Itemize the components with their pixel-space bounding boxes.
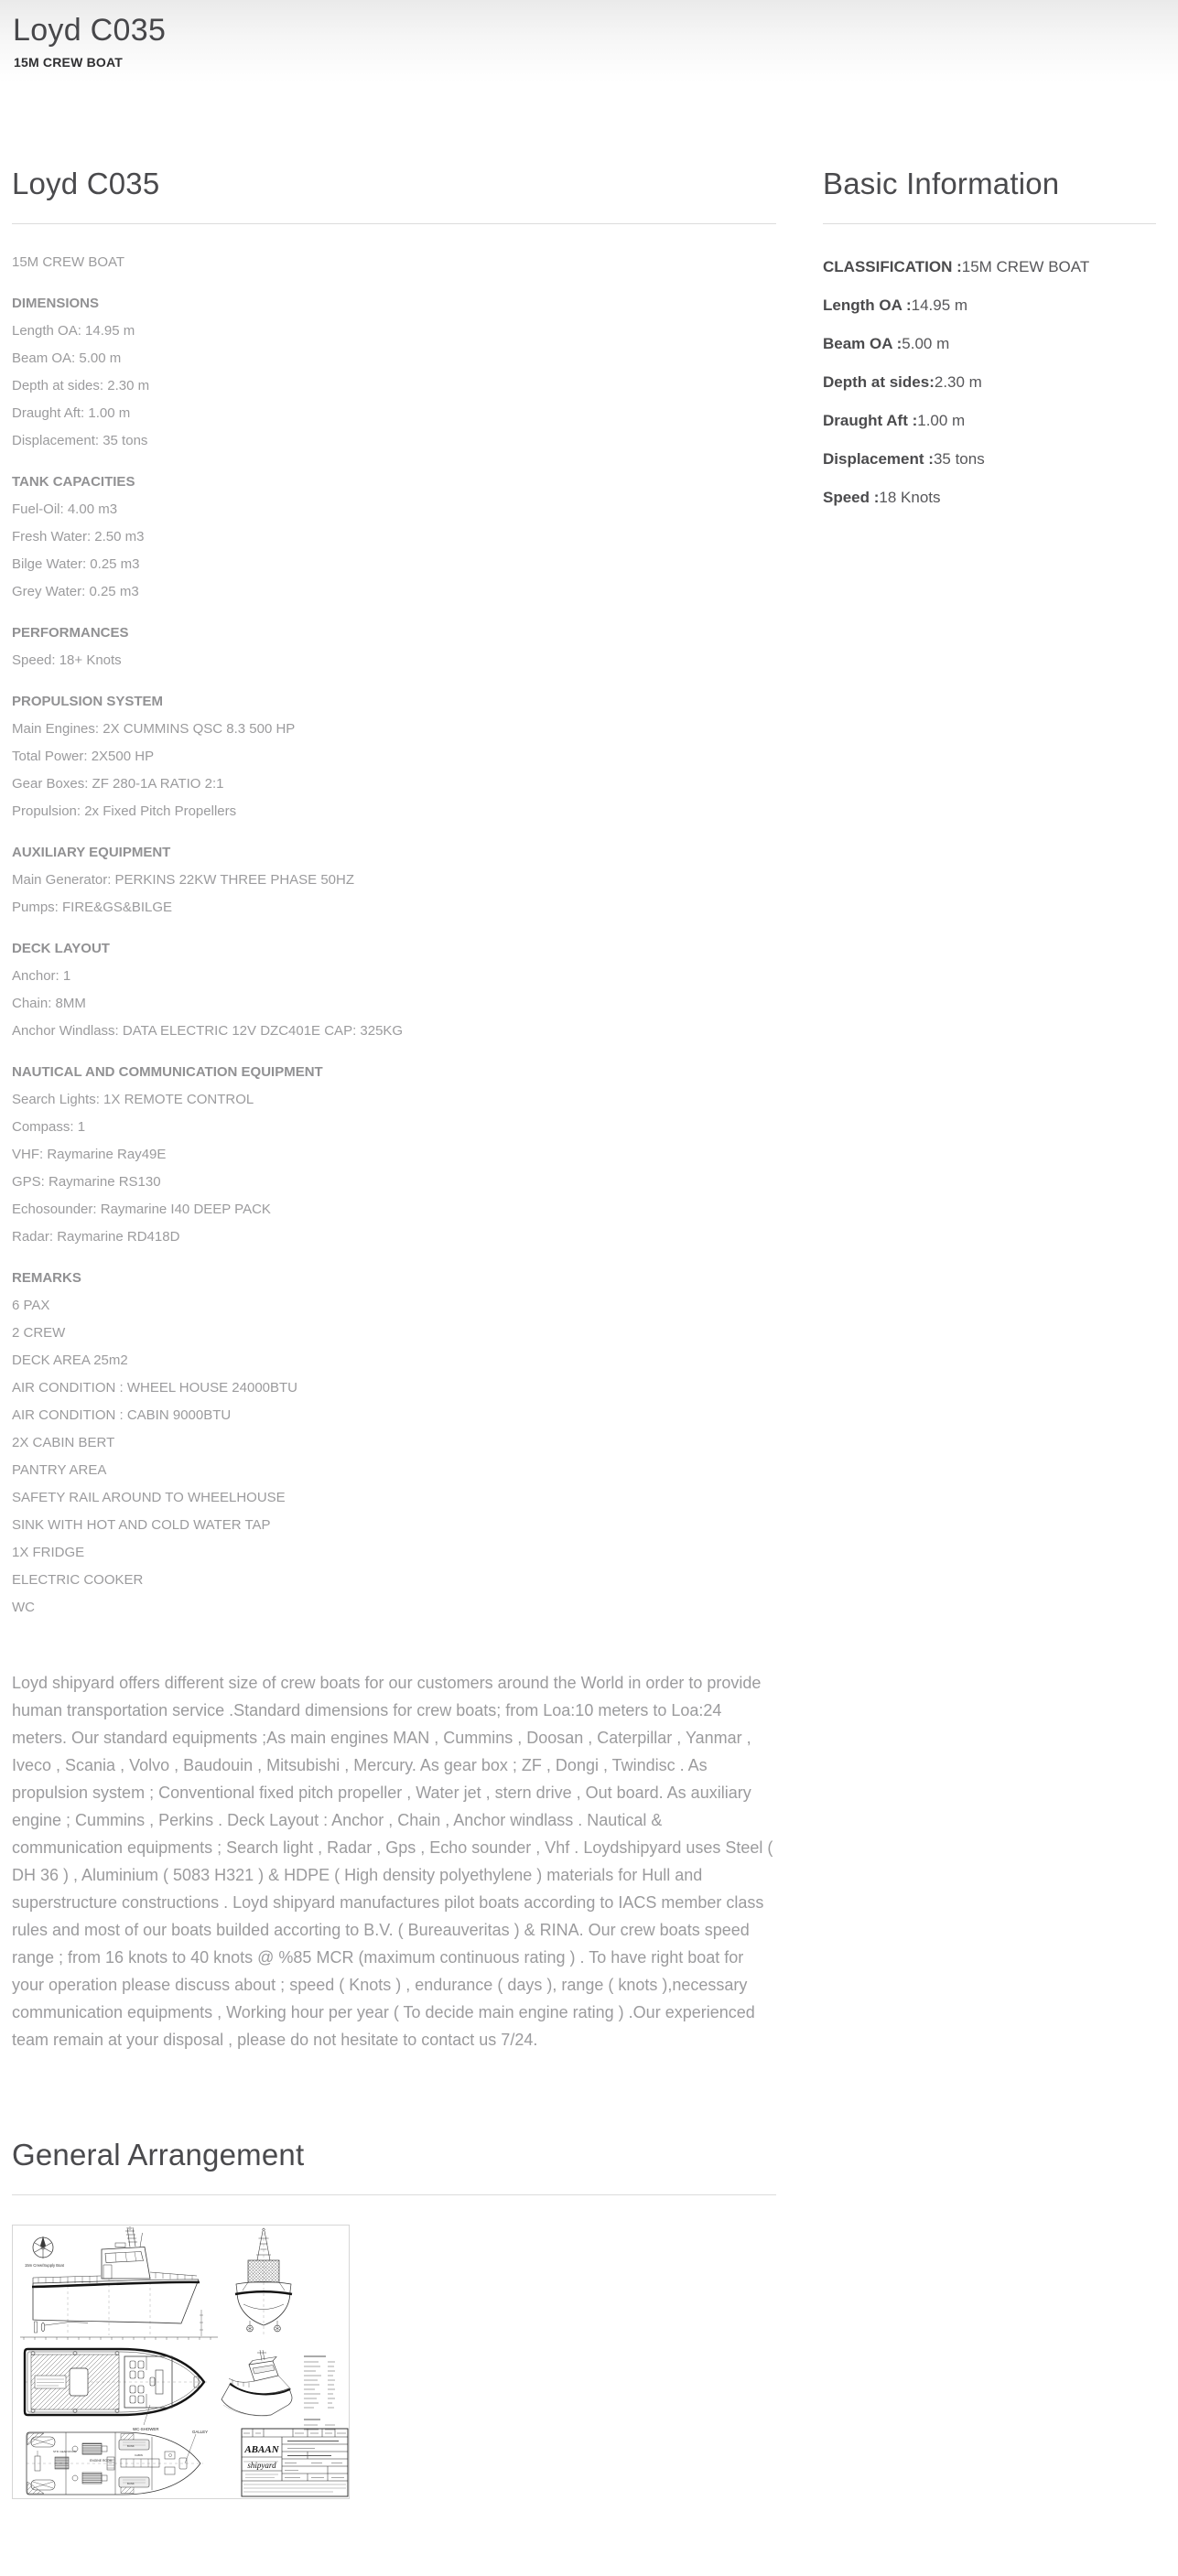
spec-group: PROPULSION SYSTEM Main Engines: 2X CUMMINS QSC 8.3 500 HP Total Power: 2X500 HP Gear Boxes: ZF 280-1A RATIO 2:1 Propulsion: 2x Fixed Pitch Propellers (12, 694, 296, 819)
drawing-engine-room-label: ENGINE ROOM (90, 2459, 113, 2463)
basic-info-row: Length OA :14.95 m (823, 296, 968, 314)
spec-group-title: PROPULSION SYSTEM (12, 694, 164, 709)
basic-info-row: Displacement :35 tons (823, 450, 985, 468)
drawing-bunk-label-aft: BUNK (127, 2482, 135, 2485)
main-column (12, 82, 776, 2499)
drawing-bunk-label-fwd: BUNK (127, 2444, 135, 2448)
spec-group: TANK CAPACITIES Fuel-Oil: 4.00 m3 Fresh Water: 2.50 m3 Bilge Water: 0.25 m3 Grey Water: 0.25 m3 (12, 474, 145, 599)
spec-group-title: TANK CAPACITIES (12, 474, 135, 490)
basic-info-heading: Basic Information (823, 167, 1060, 200)
model-type-line: 15M CREW BOAT (12, 254, 125, 270)
drawing-galley-label: GALLEY (192, 2430, 209, 2434)
basic-info-list (823, 257, 1156, 508)
divider (12, 223, 776, 224)
basic-info-row: CLASSIFICATION :15M CREW BOAT (823, 258, 1090, 275)
spec-group-title: DIMENSIONS (12, 296, 100, 311)
basic-info-row: Beam OA :5.00 m (823, 335, 950, 352)
spec-group: AUXILIARY EQUIPMENT Main Generator: PERKINS 22KW THREE PHASE 50HZ Pumps: FIRE&GS&BILGE (12, 845, 355, 915)
basic-info-label: Beam OA : (823, 335, 902, 352)
basic-info-label: CLASSIFICATION : (823, 258, 962, 275)
basic-info-row: Depth at sides:2.30 m (823, 373, 982, 391)
page-subtitle: 15M CREW BOAT (14, 55, 124, 70)
sidebar-column (823, 82, 1156, 526)
divider (823, 223, 1156, 224)
drawing-cabin-label: CABIN (135, 2453, 143, 2457)
basic-info-label: Length OA : (823, 296, 912, 314)
drawing-company-sub: shipyard (247, 2461, 276, 2470)
basic-info-label: Displacement : (823, 450, 934, 468)
spec-group: NAUTICAL AND COMMUNICATION EQUIPMENT Search Lights: 1X REMOTE CONTROL Compass: 1 VHF: Raymarine Ray49E GPS: Raymarine RS130 Echosounder: Raymarine I40 DEEP PACK Radar: Raymarine RD418D (12, 1064, 323, 1245)
page-title: Loyd C035 (13, 13, 167, 48)
general-arrangement-heading: General Arrangement (12, 2138, 305, 2172)
spec-group: REMARKS 6 PAX 2 CREW DECK AREA 25m2 AIR CONDITION : WHEEL HOUSE 24000BTU AIR CONDITION : CABIN 9000BTU 2X CABIN BERT PANTRY AREA SAFETY RAIL AROUND TO WHEELHOUSE SINK WITH HOT AND COLD WATER TAP 1X FRIDGE ELECTRIC COOKER WC (12, 1270, 298, 1615)
basic-info-row: Speed :18 Knots (823, 489, 941, 506)
shipyard-description: Loyd shipyard offers different size of crew boats for our customers around the World in order to provide human transportation service .Standard dimensions for crew boats; from Loa:10 meters to Loa:24 meters. Our standard equipments ;As main engines MAN , Cummins , Doosan , Caterpillar , Yanmar , Iveco , Scania , Volvo , Baudouin , Mitsubishi , Mercury. As gear box ; ZF , Dongi , Twindisc . As propulsion system ; Conventional fixed pitch propeller , Water jet , stern drive , Out board. As auxiliary engine ; Cummins , Perkins . Deck Layout : Anchor , Chain , Anchor windlass . Nautical & communication equipments ; Search light , Radar , Gps , Echo sounder , Vhf . Loydshipyard uses Steel ( DH 36 ) , Aluminium ( 5083 H321 ) & HDPE ( High density polyethylene ) materials for Hull and superstructure constructions . Loyd shipyard manufactures pilot boats according to IACS member class rules and most of our boats builded accorting to B.V. ( Bureauveritas ) & RINA. Our crew boats speed range ; from 16 knots to 40 knots @ %85 MCR (maximum continuous rating ) . To have right boat for your operation please discuss about ; speed ( Knots ) , endurance ( days ), range ( knots ),necessary communication equipments , Working hour per year ( To decide main engine rating ) .Our experienced team remain at your disposal , please do not hesitate to contact us 7/24. (12, 1674, 773, 2049)
spec-group-title: AUXILIARY EQUIPMENT (12, 845, 171, 860)
page-header (0, 0, 1178, 82)
basic-info-label: Speed : (823, 489, 880, 506)
spec-group: PERFORMANCES Speed: 18+ Knots (12, 625, 129, 668)
spec-group: DECK LAYOUT Anchor: 1 Chain: 8MM Anchor Windlass: DATA ELECTRIC 12V DZC401E CAP: 325KG (12, 941, 404, 1039)
drawing-company-name: ABAAN (244, 2444, 279, 2455)
general-arrangement-image[interactable] (12, 2225, 350, 2499)
drawing-wc-shower-label: WC-SHOWER (133, 2427, 159, 2431)
drawing-gear-room-label: STR. GEAR ROOM (53, 2450, 77, 2453)
main-heading: Loyd C035 (12, 167, 160, 200)
spec-group-title: REMARKS (12, 1270, 81, 1286)
spec-group-title: DECK LAYOUT (12, 941, 110, 956)
spec-group: DIMENSIONS Length OA: 14.95 m Beam OA: 5.00 m Depth at sides: 2.30 m Draught Aft: 1.00 m Displacement: 35 tons (12, 296, 150, 448)
basic-info-row: Draught Aft :1.00 m (823, 412, 966, 429)
basic-info-label: Draught Aft : (823, 412, 918, 429)
spec-groups (12, 290, 776, 1622)
divider (12, 2194, 776, 2195)
content-columns (0, 82, 1178, 2559)
basic-info-label: Depth at sides: (823, 373, 935, 391)
spec-group-title: NAUTICAL AND COMMUNICATION EQUIPMENT (12, 1064, 323, 1080)
spec-group-title: PERFORMANCES (12, 625, 129, 641)
drawing-logo-caption: 15m Crew/Supply Boat (25, 2263, 64, 2268)
